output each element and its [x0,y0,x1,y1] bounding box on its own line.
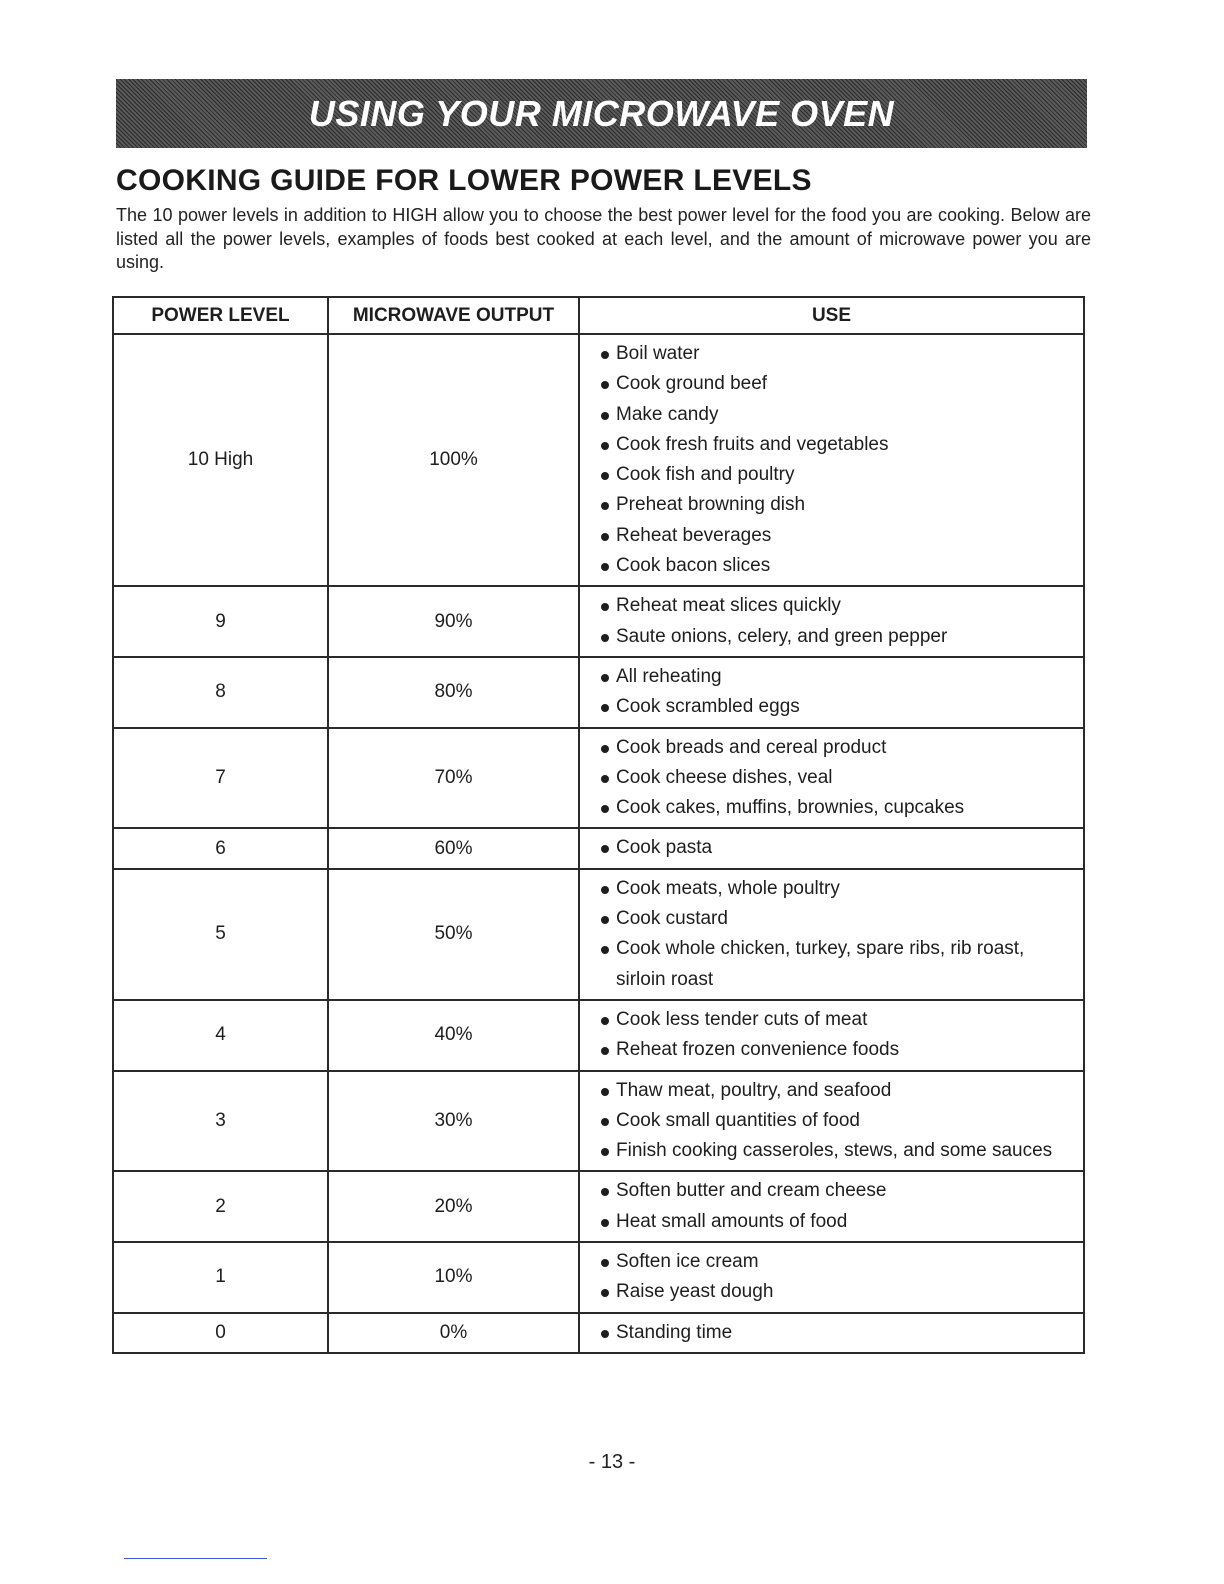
use-cell [579,1071,1084,1172]
table-row [113,728,1084,829]
table-row [113,869,1084,1000]
microwave-output-cell: 0% [328,1313,579,1353]
table-row [113,334,1084,586]
power-level-cell: 8 [113,657,328,728]
microwave-output-cell: 100% [328,334,579,586]
list-item: Standing time [600,1318,1073,1348]
list-item: Saute onions, celery, and green pepper [600,622,1073,652]
table-row [113,1171,1084,1242]
list-item: Finish cooking casseroles, stews, and some sauces [600,1136,1073,1166]
list-item: Make candy [600,400,1073,430]
use-list [600,1247,1073,1308]
list-item: Cook less tender cuts of meat [600,1005,1073,1035]
list-item: Cook whole chicken, turkey, spare ribs, rib roast, sirloin roast [600,934,1073,995]
table-row [113,1313,1084,1353]
power-level-cell: 5 [113,869,328,1000]
microwave-output-cell: 40% [328,1000,579,1071]
page-number: - 13 - [588,1451,636,1473]
use-list [600,874,1073,995]
table-body [113,334,1084,1353]
use-list [600,662,1073,723]
list-item: Raise yeast dough [600,1277,1073,1307]
list-item: Cook cheese dishes, veal [600,763,1073,793]
power-level-cell: 4 [113,1000,328,1071]
list-item: Cook bacon slices [600,551,1073,581]
microwave-output-cell: 30% [328,1071,579,1172]
use-list [600,1176,1073,1237]
list-item: All reheating [600,662,1073,692]
list-item: Reheat frozen convenience foods [600,1035,1073,1065]
section-heading: COOKING GUIDE FOR LOWER POWER LEVELS [116,164,812,197]
microwave-output-cell: 60% [328,828,579,868]
power-level-cell: 2 [113,1171,328,1242]
list-item: Cook pasta [600,833,1073,863]
header-microwave-output: MICROWAVE OUTPUT [328,297,579,334]
use-cell [579,828,1084,868]
list-item: Boil water [600,339,1073,369]
use-list [600,733,1073,824]
table-row [113,657,1084,728]
list-item: Cook meats, whole poultry [600,874,1073,904]
page-banner [116,79,1087,148]
power-level-cell: 0 [113,1313,328,1353]
list-item: Cook breads and cereal product [600,733,1073,763]
use-cell [579,1171,1084,1242]
list-item: Cook fish and poultry [600,460,1073,490]
microwave-output-cell: 50% [328,869,579,1000]
use-cell [579,869,1084,1000]
header-power-level: POWER LEVEL [113,297,328,334]
use-cell [579,1313,1084,1353]
power-level-cell: 9 [113,586,328,657]
table-row [113,1071,1084,1172]
list-item: Thaw meat, poultry, and seafood [600,1076,1073,1106]
use-cell [579,334,1084,586]
microwave-output-cell: 70% [328,728,579,829]
use-list [600,1076,1073,1167]
banner-title: USING YOUR MICROWAVE OVEN [308,92,895,134]
use-list [600,1318,1073,1348]
list-item: Heat small amounts of food [600,1207,1073,1237]
list-item: Cook ground beef [600,369,1073,399]
power-level-cell: 1 [113,1242,328,1313]
list-item: Reheat beverages [600,521,1073,551]
intro-paragraph: The 10 power levels in addition to HIGH allow you to choose the best power level for the food you are cooking. Below are listed all the power levels, examples of foods best cooked at each level, and the amount of microwave power you are using. [116,205,1091,272]
list-item: Preheat browning dish [600,490,1073,520]
use-cell [579,586,1084,657]
list-item: Cook custard [600,904,1073,934]
power-level-cell: 6 [113,828,328,868]
footer-rule [124,1558,267,1559]
list-item: Cook fresh fruits and vegetables [600,430,1073,460]
table-row [113,1000,1084,1071]
list-item: Soften butter and cream cheese [600,1176,1073,1206]
use-cell [579,657,1084,728]
microwave-output-cell: 80% [328,657,579,728]
list-item: Reheat meat slices quickly [600,591,1073,621]
table-row [113,1242,1084,1313]
table-row [113,586,1084,657]
use-list [600,339,1073,581]
use-cell [579,1242,1084,1313]
power-level-table [112,296,1085,1354]
microwave-output-cell: 10% [328,1242,579,1313]
list-item: Cook cakes, muffins, brownies, cupcakes [600,793,1073,823]
power-level-cell: 3 [113,1071,328,1172]
use-cell [579,1000,1084,1071]
power-level-cell: 7 [113,728,328,829]
list-item: Soften ice cream [600,1247,1073,1277]
list-item: Cook scrambled eggs [600,692,1073,722]
microwave-output-cell: 90% [328,586,579,657]
use-cell [579,728,1084,829]
power-level-cell: 10 High [113,334,328,586]
use-list [600,1005,1073,1066]
table-header-row [113,297,1084,334]
use-list [600,591,1073,652]
microwave-output-cell: 20% [328,1171,579,1242]
use-list [600,833,1073,863]
list-item: Cook small quantities of food [600,1106,1073,1136]
table-row [113,828,1084,868]
header-use: USE [579,297,1084,334]
